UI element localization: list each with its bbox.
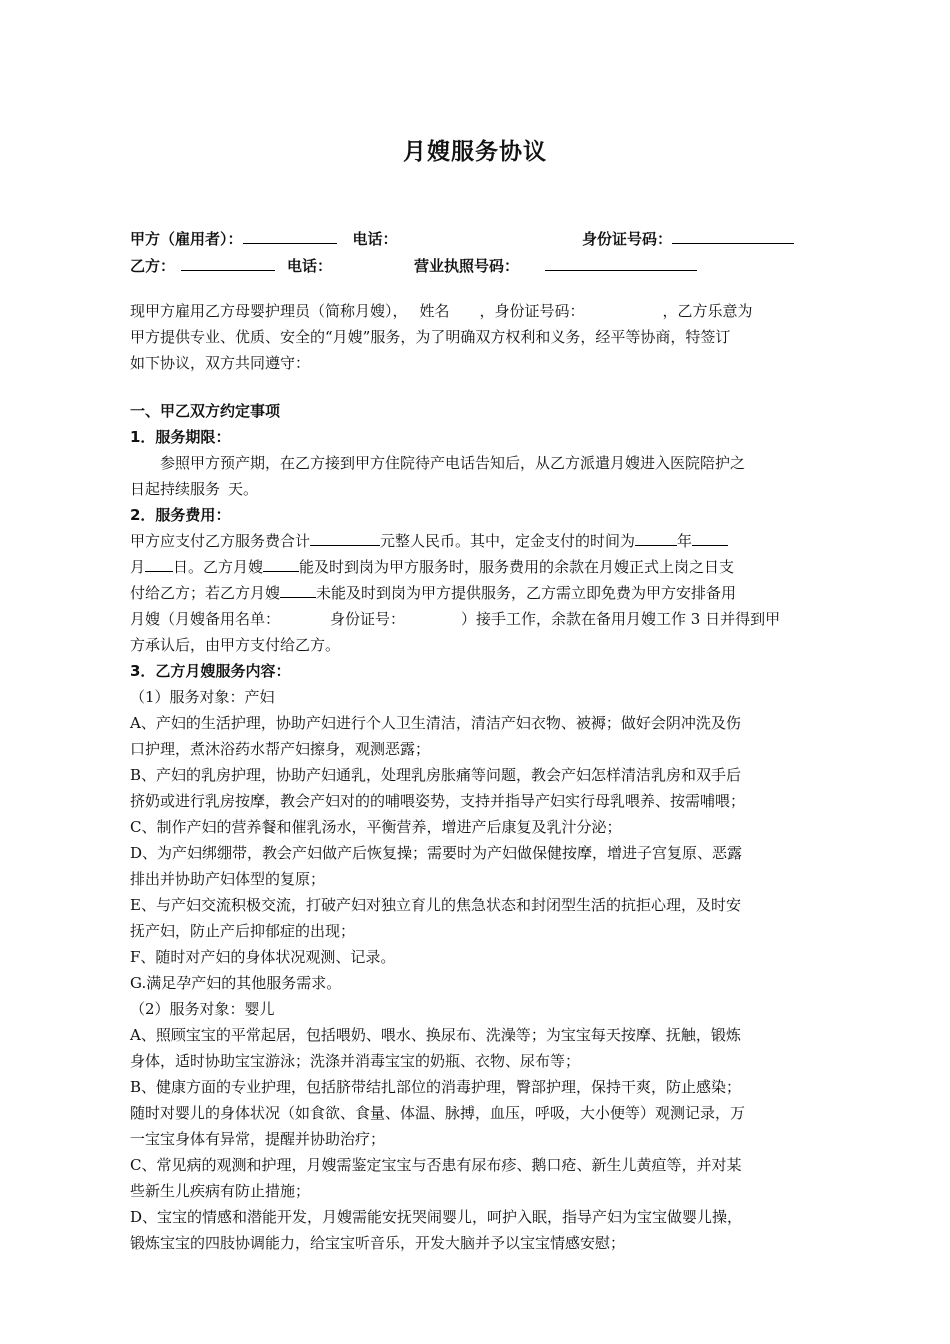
fee-l3-b: 未能及时到岗为甲方提供服务，乙方需立即免费为甲方安排备用 — [316, 584, 737, 602]
fee-l2-c: 能及时到岗为甲方服务时，服务费用的余款在月嫂正式上岗之日支 — [299, 558, 735, 576]
fee-l2-a: 月 — [130, 558, 146, 576]
fee-l1-c: 年 — [677, 532, 693, 550]
term-text-b: 日起持续服务 — [130, 480, 221, 498]
intro-text-a: 现甲方雇用乙方母婴护理员（简称月嫂）， — [130, 302, 408, 320]
intro-line-3: 如下协议，双方共同遵守： — [130, 354, 311, 372]
deposit-year-blank[interactable] — [635, 529, 677, 546]
party-a-name-blank[interactable] — [243, 229, 337, 244]
mother-service-line-7: E、与产妇交流积极交流，打破产妇对独立育儿的焦急状态和封闭型生活的抗拒心理，及时安 — [130, 896, 741, 914]
baby-service-line-8: 锻炼宝宝的四肢协调能力，给宝宝听音乐，开发大脑并予以宝宝情感安慰； — [130, 1234, 626, 1252]
fee-l3-a: 付给乙方；若乙方月嫂 — [130, 584, 281, 602]
mother-service-line-6: 排出并协助产妇体型的复原； — [130, 870, 326, 888]
mother-service-line-5: D、为产妇绑绷带，教会产妇做产后恢复操；需要时为产妇做保健按摩，增进子宫复原、恶露 — [130, 844, 743, 862]
baby-heading: （2）服务对象：婴儿 — [130, 1000, 275, 1018]
intro-line-2: 甲方提供专业、优质、安全的“月嫂”服务，为了明确双方权利和义务，经平等协商，特签订 — [130, 328, 731, 346]
baby-service-line-2: B、健康方面的专业护理，包括脐带结扎部位的消毒护理，臀部护理，保持干爽，防止感染； — [130, 1078, 742, 1096]
party-a-id-label: 身份证号码： — [582, 230, 673, 248]
fee-l1-a: 甲方应支付乙方服务费合计 — [130, 532, 311, 550]
baby-service-line-6: 些新生儿疾病有防止措施； — [130, 1182, 311, 1200]
mother-heading: （1）服务对象：产妇 — [130, 688, 275, 706]
intro-text-d: ，乙方乐意为 — [662, 302, 753, 320]
party-a-id-blank[interactable] — [672, 229, 794, 244]
party-b-label: 乙方： — [130, 257, 176, 275]
deposit-month-pre-blank[interactable] — [692, 529, 728, 546]
section-1-heading: 一、甲乙双方约定事项 — [130, 402, 281, 420]
party-b-phone-label: 电话： — [287, 257, 333, 275]
fee-l4-b: 身份证号： — [330, 610, 406, 628]
party-b-license-row — [414, 255, 697, 276]
content-heading: 3．乙方月嫂服务内容： — [130, 662, 291, 680]
nanny-name-blank-1[interactable] — [263, 555, 299, 572]
mother-service-line-2: B、产妇的乳房护理，协助产妇通乳，处理乳房胀痛等问题，教会产妇怎样清洁乳房和双手后 — [130, 766, 742, 784]
baby-service-line-4: 一宝宝身体有异常，提醒并协助治疗； — [130, 1130, 386, 1148]
document-title: 月嫂服务协议 — [403, 139, 547, 165]
baby-service-line-0: A、照顾宝宝的平常起居，包括喂奶、喂水、换尿布、洗澡等；为宝宝每天按摩、抚触，锻炼 — [130, 1026, 741, 1044]
term-text-c: 天。 — [228, 480, 259, 498]
intro-text-c: ，身份证号码： — [479, 302, 585, 320]
mother-service-line-8: 抚产妇，防止产后抑郁症的出现； — [130, 922, 356, 940]
fee-line-4 — [130, 606, 820, 632]
intro-paragraph — [130, 298, 820, 376]
section-1 — [130, 398, 820, 1256]
baby-service-line-5: C、常见病的观测和护理，月嫂需鉴定宝宝与否患有尿布疹、鹅口疮、新生儿黄疸等，并对某 — [130, 1156, 742, 1174]
fee-line-2 — [130, 554, 820, 580]
mother-service-line-4: C、制作产妇的营养餐和催乳汤水，平衡营养，增进产后康复及乳汁分泌； — [130, 818, 622, 836]
fee-line-3 — [130, 580, 820, 606]
mother-service-line-0: A、产妇的生活护理，协助产妇进行个人卫生清洁，清洁产妇衣物、被褥；做好会阴冲洗及伤 — [130, 714, 741, 732]
party-a-id-row — [582, 228, 794, 249]
term-heading: 1．服务期限： — [130, 428, 231, 446]
fee-heading: 2．服务费用： — [130, 506, 231, 524]
deposit-day-blank[interactable] — [145, 555, 173, 572]
fee-l4-a: 月嫂（月嫂备用名单： — [130, 610, 281, 628]
party-a-label: 甲方（雇用者）： — [130, 230, 243, 248]
fee-l4-c: ）接手工作，余款在备用月嫂工作 3 日并得到甲 — [461, 610, 781, 628]
mother-service-list — [130, 710, 820, 996]
mother-service-line-3: 挤奶或进行乳房按摩，教会产妇对的的哺喂姿势，支持并指导产妇实行母乳喂养、按需哺喂； — [130, 792, 746, 810]
baby-service-line-1: 身体，适时协助宝宝游泳；洗涤并消毒宝宝的奶瓶、衣物、尿布等； — [130, 1052, 581, 1070]
intro-text-b: 姓名 — [419, 302, 450, 320]
party-b-row — [130, 255, 332, 276]
fee-line-1 — [130, 528, 820, 554]
fee-line-5: 方承认后，由甲方支付给乙方。 — [130, 636, 341, 654]
baby-service-line-7: D、宝宝的情感和潜能开发，月嫂需能安抚哭闹婴儿，呵护入眠，指导产妇为宝宝做婴儿操， — [130, 1208, 743, 1226]
party-b-license-blank[interactable] — [545, 256, 697, 271]
term-text-line-2 — [130, 476, 820, 502]
term-text-line-1: 参照甲方预产期，在乙方接到甲方住院待产电话告知后，从乙方派遣月嫂进入医院陪护之 — [160, 454, 746, 472]
party-a-phone-label: 电话： — [352, 230, 398, 248]
intro-line-1 — [130, 298, 820, 324]
fee-total-blank[interactable] — [310, 529, 380, 546]
fee-l1-b: 元整人民币。其中，定金支付的时间为 — [380, 532, 636, 550]
fee-l2-b: 日。乙方月嫂 — [173, 558, 264, 576]
party-b-license-label: 营业执照号码： — [414, 257, 520, 275]
mother-service-line-10: G.满足孕产妇的其他服务需求。 — [130, 974, 342, 992]
baby-service-line-3: 随时对婴儿的身体状况（如食欲、食量、体温、脉搏，血压，呼吸，大小便等）观测记录，万 — [130, 1104, 746, 1122]
baby-service-list — [130, 1022, 820, 1256]
mother-service-line-9: F、随时对产妇的身体状况观测、记录。 — [130, 948, 396, 966]
mother-service-line-1: 口护理，煮沐浴药水帮产妇擦身，观测恶露； — [130, 740, 431, 758]
party-b-name-blank[interactable] — [181, 256, 275, 271]
party-a-row — [130, 228, 398, 249]
nanny-name-blank-2[interactable] — [280, 581, 316, 598]
